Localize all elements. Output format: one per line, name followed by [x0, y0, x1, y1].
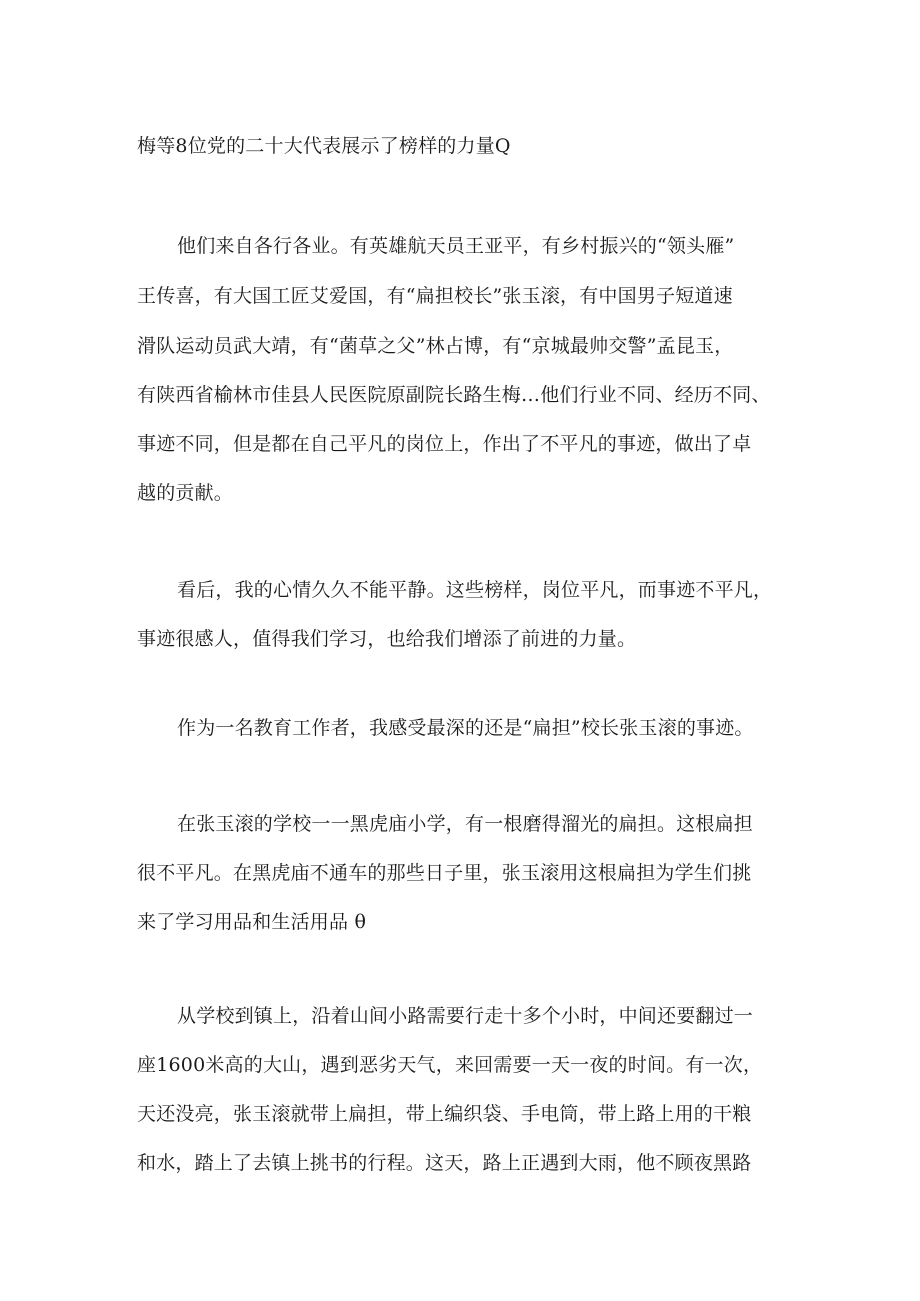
paragraph-1-line-2: 王传喜，有大国工匠艾爱国，有“扁担校长”张玉滚，有中国男子短道速	[137, 285, 733, 307]
paragraph-3-line-1: 作为一名教育工作者，我感受最深的还是“扁担”校长张玉滚的事迹。	[177, 717, 754, 739]
paragraph-2-line-2: 事迹很感人，值得我们学习，也给我们增添了前进的力量。	[137, 628, 637, 650]
paragraph-1-line-1: 他们来自各行各业。有英雄航天员王亚平，有乡村振兴的“领头雁”	[177, 235, 735, 257]
text-line-title-fragment: 梅等8位党的二十大代表展示了榜样的力量Q	[137, 135, 511, 157]
paragraph-4-line-3: 来了学习用品和生活用品 θ	[137, 911, 367, 933]
paragraph-5-line-2: 座1600米高的大山，遇到恶劣天气，来回需要一天一夜的时间。有一次，	[137, 1054, 763, 1076]
paragraph-2-line-1: 看后，我的心情久久不能平静。这些榜样，岗位平凡，而事迹不平凡，	[177, 579, 773, 601]
paragraph-1-line-3: 滑队运动员武大靖，有“菌草之父”林占博，有“京城最帅交警”孟昆玉，	[137, 335, 734, 357]
paragraph-4-line-2: 很不平凡。在黑虎庙不通车的那些日子里，张玉滚用这根扁担为学生们挑	[137, 862, 752, 884]
paragraph-1-line-4: 有陕西省榆林市佳县人民医院原副院长路生梅…他们行业不同、经历不同、	[137, 384, 771, 406]
paragraph-5-line-3: 天还没亮，张玉滚就带上扁担，带上编织袋、手电筒，带上路上用的干粮	[137, 1103, 752, 1125]
paragraph-5-line-1: 从学校到镇上，沿着山间小路需要行走十多个小时，中间还要翻过一	[177, 1005, 754, 1027]
paragraph-1-line-6: 越的贡献。	[137, 482, 234, 504]
paragraph-4-line-1: 在张玉滚的学校一一黑虎庙小学，有一根磨得溜光的扁担。这根扁担	[177, 813, 754, 835]
paragraph-1-line-5: 事迹不同，但是都在自己平凡的岗位上，作出了不平凡的事迹，做出了卓	[137, 433, 752, 455]
paragraph-5-line-4: 和水，踏上了去镇上挑书的行程。这天，路上正遇到大雨，他不顾夜黑路	[137, 1152, 752, 1174]
